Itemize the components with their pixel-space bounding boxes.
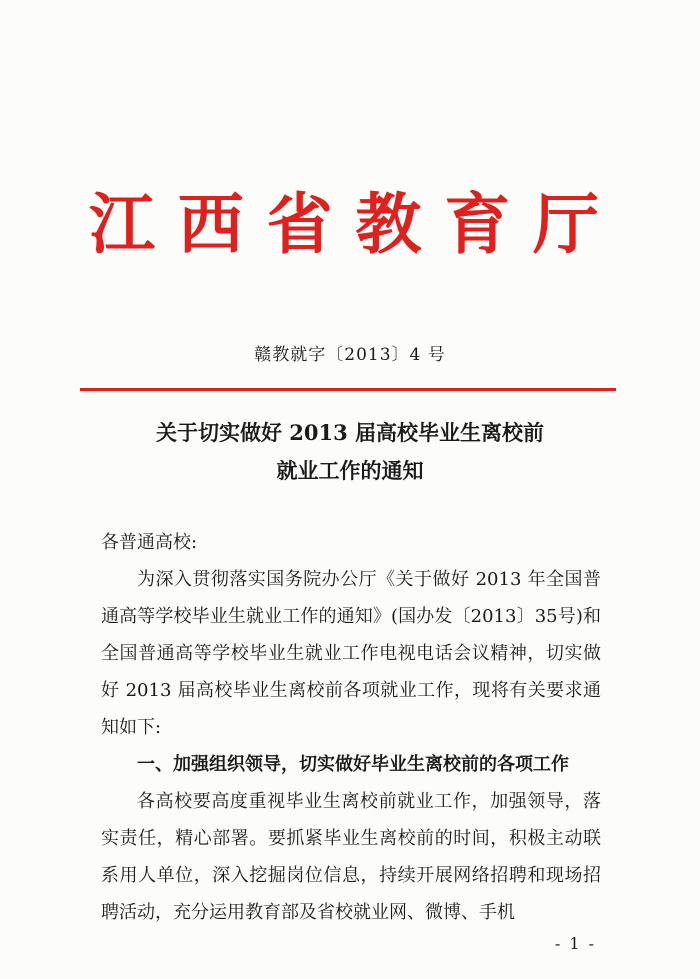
red-divider-line [80,388,616,391]
page-number: - 1 - [554,934,596,953]
org-char: 厅 [532,185,599,263]
org-char: 育 [444,185,511,263]
section-heading: 一、加强组织领导，切实做好毕业生离校前的各项工作 [137,754,569,775]
salutation: 各普通高校: [101,532,198,553]
org-char: 西 [177,185,244,263]
issuing-organization-title [84,184,604,264]
document-number: 赣教就字〔2013〕4 号 [254,345,446,365]
notice-title [0,414,700,490]
notice-title-line-1: 关于切实做好 2013 届高校毕业生离校前 [155,420,545,445]
org-char: 江 [89,185,155,263]
document-body [101,524,601,931]
org-char: 省 [266,185,333,263]
body-paragraph: 为深入贯彻落实国务院办公厅《关于做好 2013 年全国普通高等学校毕业生就业工作的通知》(国办发〔2013〕35号)和全国普通高等学校毕业生就业工作电视电话会议精神，切实做好 2013 届高校毕业生离校前各项就业工作，现将有关要求通知如下: [101,569,601,738]
org-char: 教 [355,185,422,263]
notice-title-line-2: 就业工作的通知 [276,458,424,483]
body-paragraph: 各高校要高度重视毕业生离校前就业工作，加强领导，落实责任，精心部署。要抓紧毕业生离校前的时间，积极主动联系用人单位，深入挖掘岗位信息，持续开展网络招聘和现场招聘活动，充分运用教育部及省校就业网、微博、手机 [101,791,601,923]
